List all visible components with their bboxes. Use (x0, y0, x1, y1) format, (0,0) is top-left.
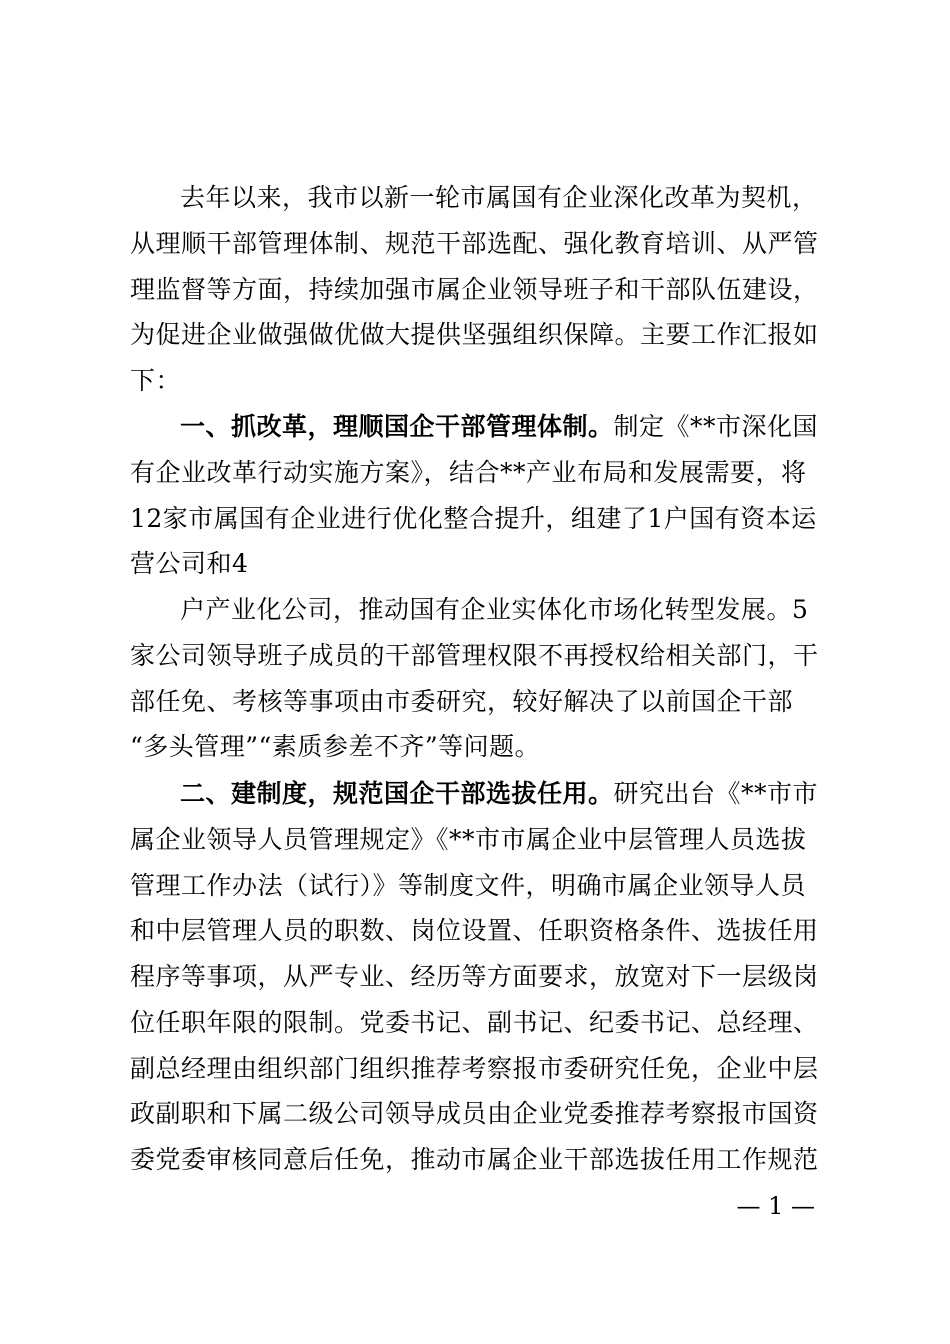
intro-line-2: 从理顺干部管理体制、规范干部选配、强化教育培训、从严管 (130, 229, 819, 258)
section2-first-line-rest: 研究出台《**市市 (613, 779, 819, 808)
intro-line-3: 理监督等方面，持续加强市属企业领导班子和干部队伍建设， (130, 275, 819, 304)
section2-line-2: 属企业领导人员管理规定》《**市市属企业中层管理人员选拔 (130, 825, 807, 854)
section1-line-4: 营公司和4 (130, 549, 249, 578)
section2-line-6: 位任职年限的限制。党委书记、副书记、纪委书记、总经理、 (130, 1008, 819, 1037)
section1-cont-line-2: 家公司领导班子成员的干部管理权限不再授权给相关部门，干 (130, 641, 819, 670)
section2-line-8: 政副职和下属二级公司领导成员由企业党委推荐考察报市国资 (130, 1099, 819, 1128)
page-number: — 1 — (736, 1192, 815, 1220)
section2-line-7: 副总经理由组织部门组织推荐考察报市委研究任免，企业中层 (130, 1054, 819, 1083)
intro-line-4: 为促进企业做强做优做大提供坚强组织保障。主要工作汇报如 (130, 320, 819, 349)
section2-line-4: 和中层管理人员的职数、岗位设置、任职资格条件、选拔任用 (130, 916, 819, 945)
section1-first-line-rest: 制定《**市深化国 (613, 412, 819, 441)
section1-heading: 一、抓改革，理顺国企干部管理体制。 (180, 412, 614, 441)
section1-cont-line-3: 部任免、考核等事项由市委研究，较好解决了以前国企干部 (130, 687, 794, 716)
section2-first-line (180, 779, 818, 809)
section2-heading: 二、建制度，规范国企干部选拔任用。 (180, 779, 614, 808)
section2-line-9: 委党委审核同意后任免，推动市属企业干部选拔任用工作规范 (130, 1145, 819, 1174)
section2-line-3: 管理工作办法（试行）》等制度文件，明确市属企业领导人员 (130, 871, 807, 900)
section1-line-3: 12家市属国有企业进行优化整合提升，组建了1户国有资本运 (130, 504, 817, 533)
intro-line-1: 去年以来，我市以新一轮市属国有企业深化改革为契机， (180, 183, 818, 212)
section1-first-line (180, 412, 818, 442)
section2-line-5: 程序等事项，从严专业、经历等方面要求，放宽对下一层级岗 (130, 962, 819, 991)
section1-cont-line-1: 户产业化公司，推动国有企业实体化市场化转型发展。5 (180, 595, 809, 624)
intro-line-5: 下： (130, 366, 182, 395)
section1-cont-line-4: “多头管理”“素质参差不齐”等问题。 (130, 732, 541, 761)
section1-line-2: 有企业改革行动实施方案》，结合**产业布局和发展需要，将 (130, 458, 807, 487)
